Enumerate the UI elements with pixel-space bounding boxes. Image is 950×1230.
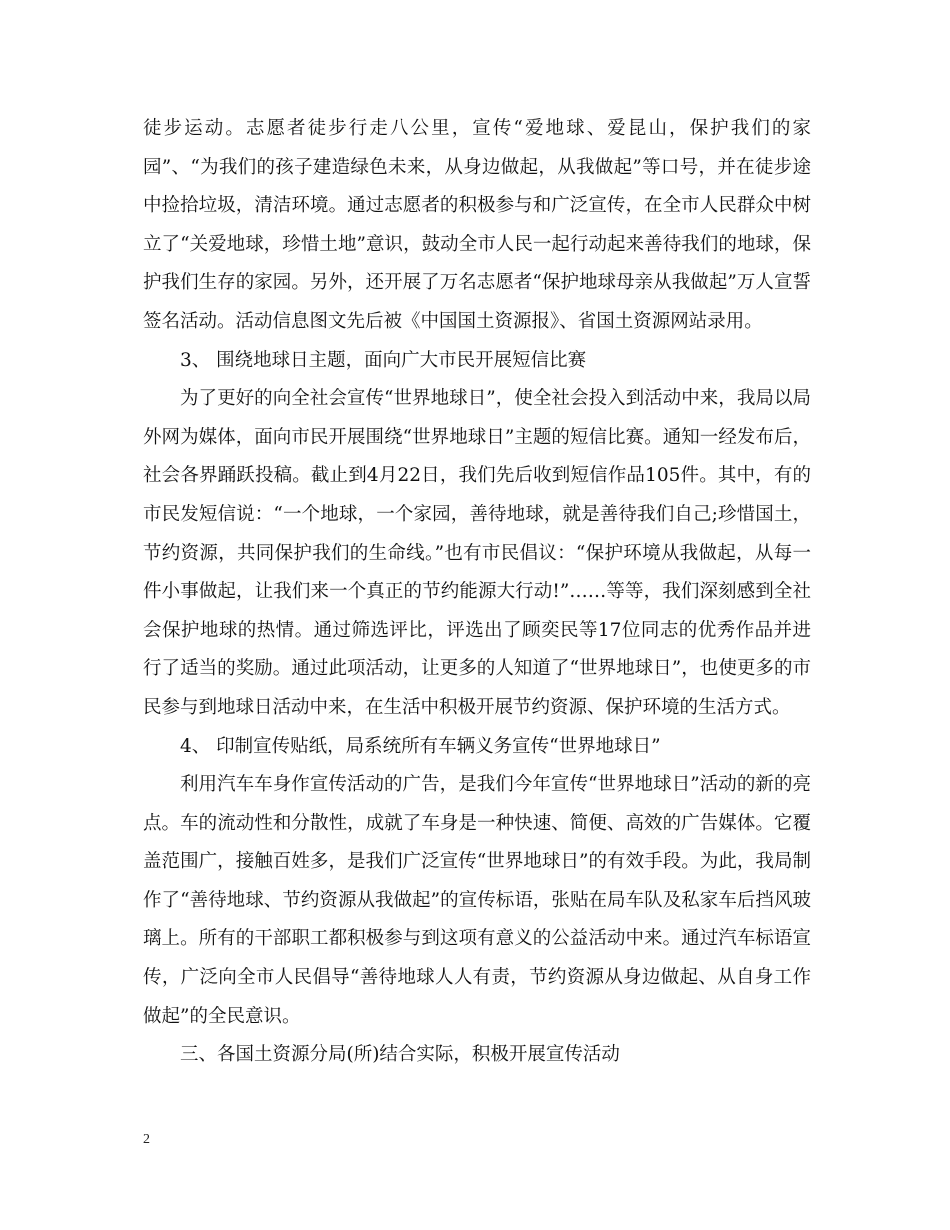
section-heading-4: 4、 印制宣传贴纸，局系统所有车辆义务宣传“世界地球日”	[180, 735, 661, 757]
section-heading-3: 3、 围绕地球日主题，面向广大市民开展短信比赛	[180, 349, 587, 371]
document-body	[143, 110, 811, 1075]
paragraph-sms-contest: 为了更好的向全社会宣传“世界地球日”，使全社会投入到活动中来，我局以局外网为媒体，面向市民开展围绕“世界地球日”主题的短信比赛。通知一经发布后，社会各界踊跃投稿。截止到4月22日，我们先后收到短信作品105件。其中，有的市民发短信说：“一个地球，一个家园，善待地球，就是善待我们自己;珍惜国土，节约资源，共同保护我们的生命线。”也有市民倡议：“保护环境从我做起，从每一件小事做起，让我们来一个真正的节约能源大行动!”……等等，我们深刻感到全社会保护地球的热情。通过筛选评比，评选出了顾奕民等17位同志的优秀作品并进行了适当的奖励。通过此项活动，让更多的人知道了“世界地球日”，也使更多的市民参与到地球日活动中来，在生活中积极开展节约资源、保护环境的生活方式。	[143, 388, 811, 718]
section-heading-three: 三、各国土资源分局(所)结合实际，积极开展宣传活动	[180, 1044, 620, 1066]
paragraph-car-stickers: 利用汽车车身作宣传活动的广告，是我们今年宣传“世界地球日”活动的新的亮点。车的流动性和分散性，成就了车身是一种快速、简便、高效的广告媒体。它覆盖范围广，接触百姓多，是我们广泛宣传“世界地球日”的有效手段。为此，我局制作了“善待地球、节约资源从我做起”的宣传标语，张贴在局车队及私家车后挡风玻璃上。所有的干部职工都积极参与到这项有意义的公益活动中来。通过汽车标语宣传，广泛向全市人民倡导“善待地球人人有责，节约资源从身边做起、从自身工作做起”的全民意识。	[143, 774, 811, 1027]
paragraph-1: 徒步运动。志愿者徒步行走八公里，宣传“爱地球、爱昆山，保护我们的家园”、“为我们的孩子建造绿色未来，从身边做起，从我做起”等口号，并在徒步途中捡拾垃圾，清洁环境。通过志愿者的积极参与和广泛宣传，在全市人民群众中树立了“关爱地球，珍惜土地”意识，鼓动全市人民一起行动起来善待我们的地球，保护我们生存的家园。另外，还开展了万名志愿者“保护地球母亲从我做起”万人宣誓签名活动。活动信息图文先后被《中国国土资源报》、省国土资源网站录用。	[143, 118, 811, 332]
page-number: 2	[143, 1132, 150, 1147]
